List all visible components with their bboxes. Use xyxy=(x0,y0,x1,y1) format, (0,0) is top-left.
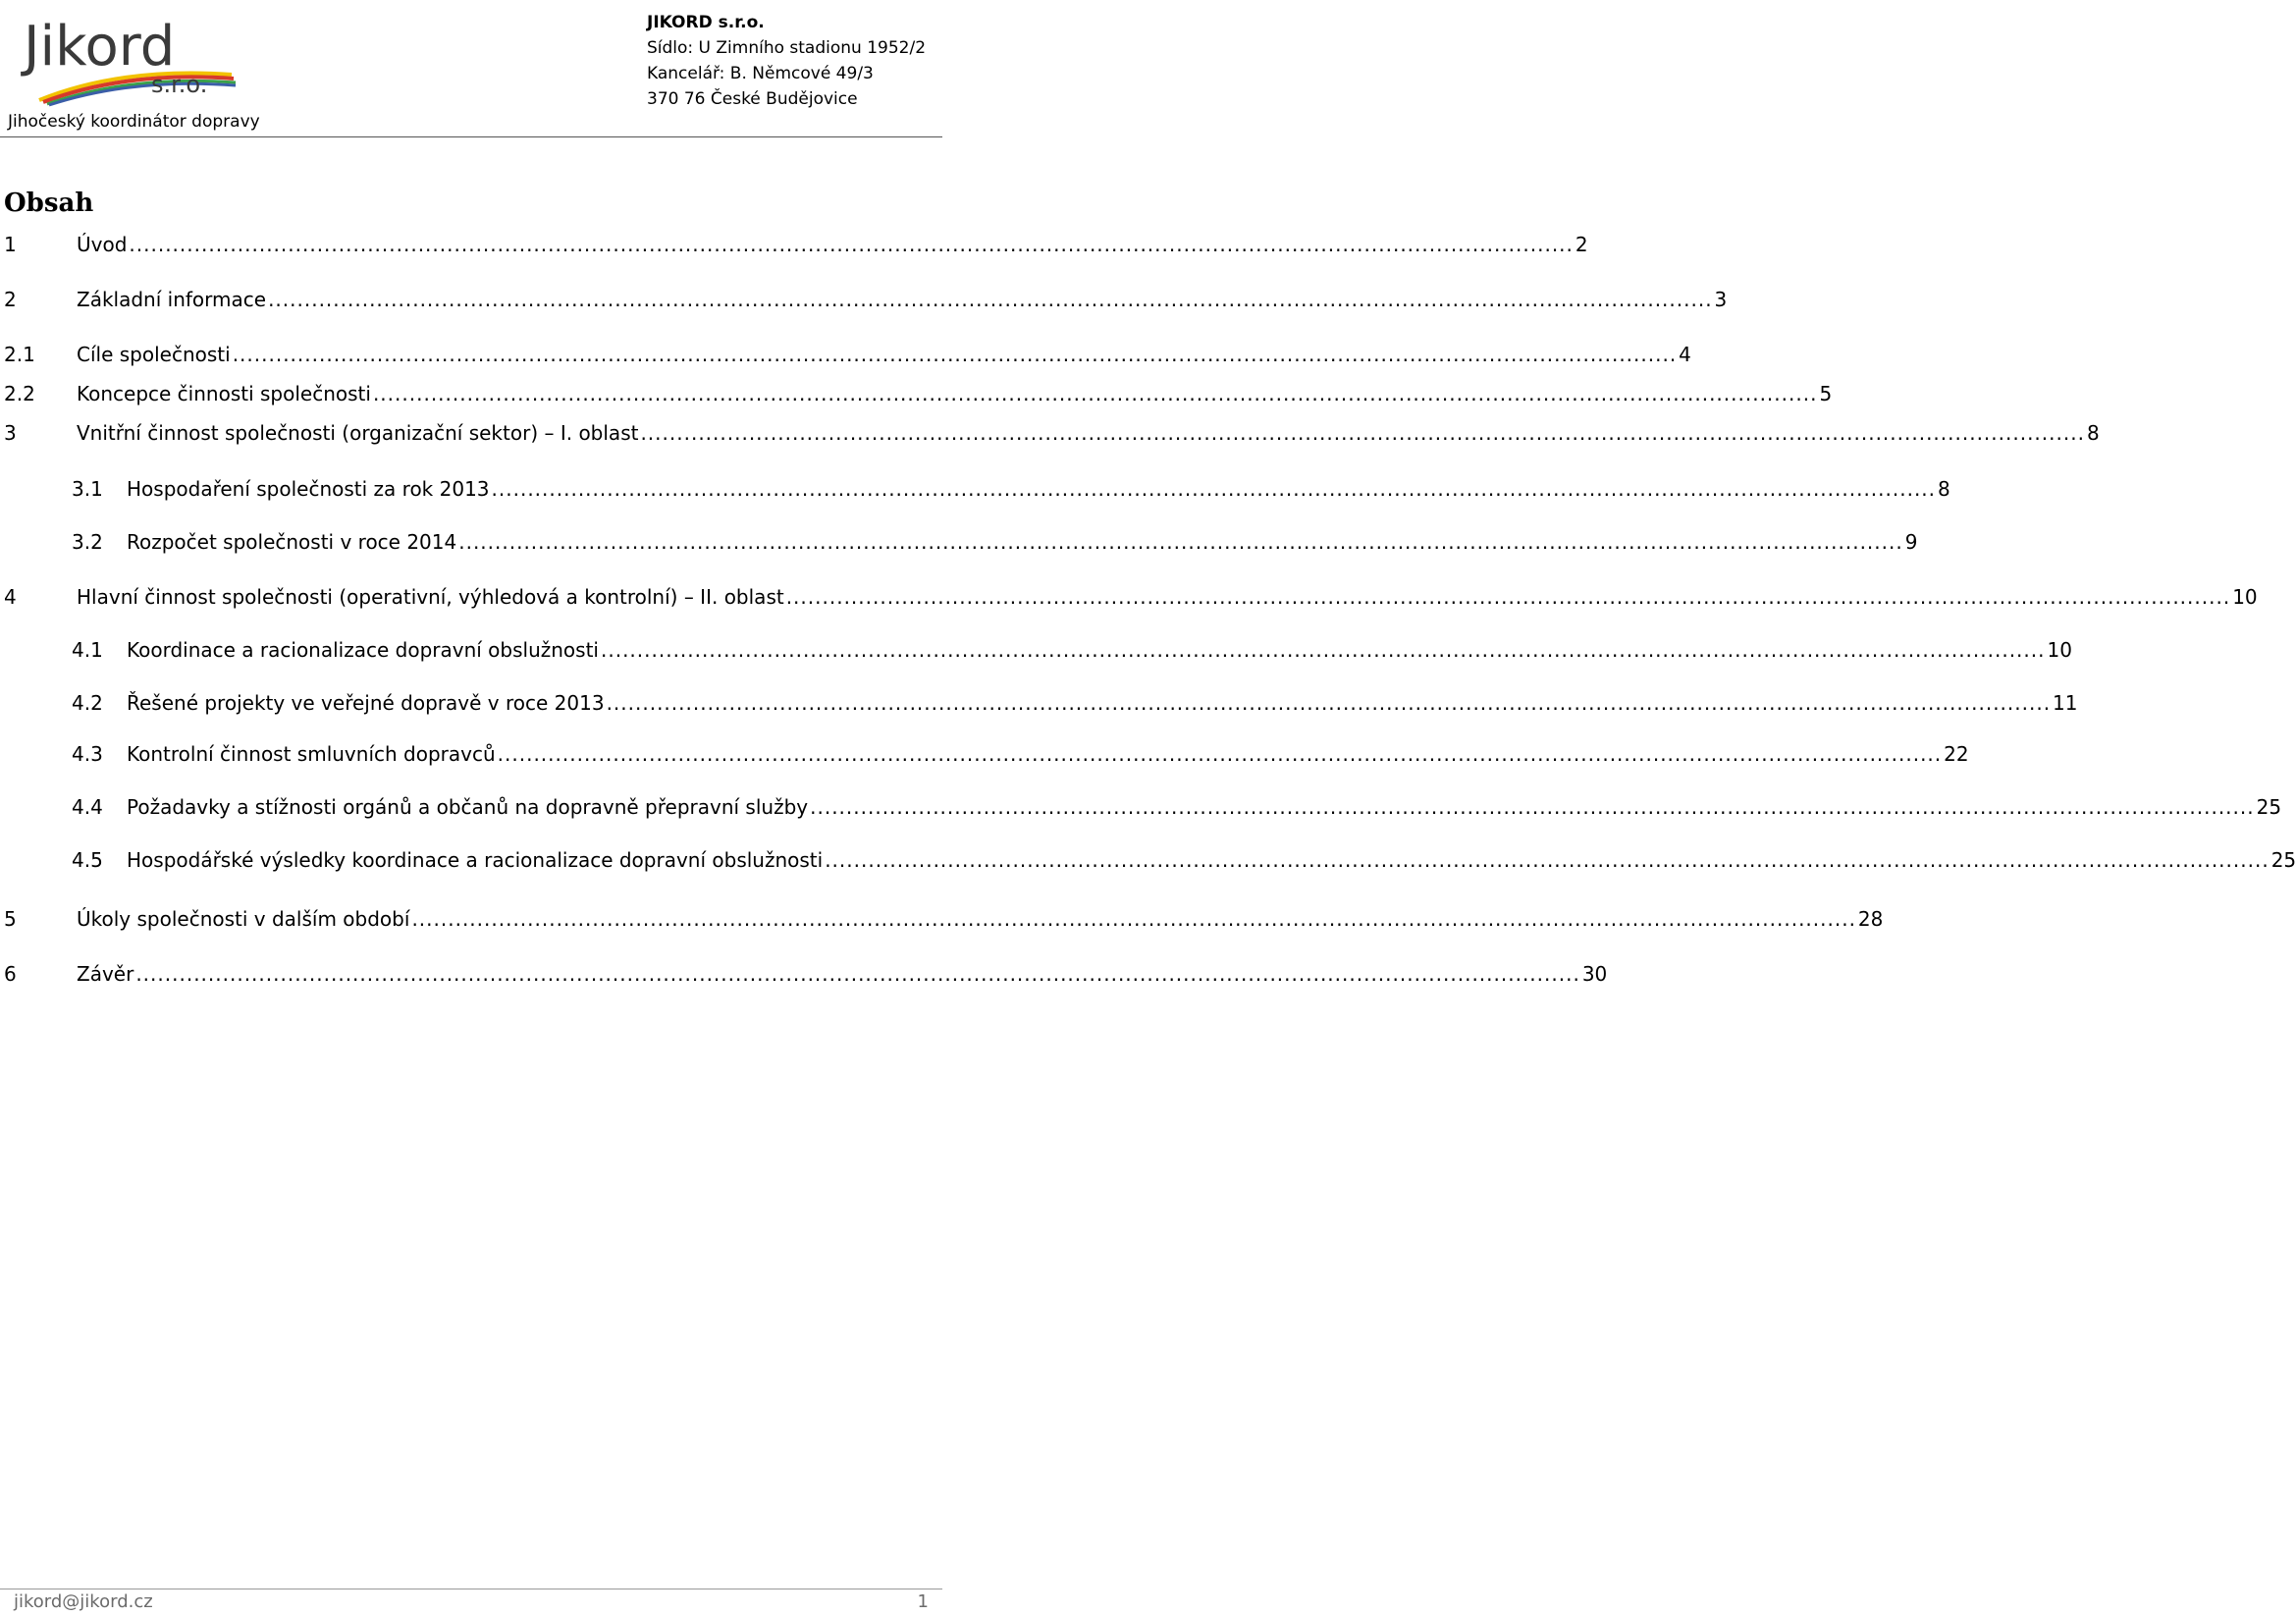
header-divider xyxy=(0,136,942,137)
company-tagline: Jihočeský koordinátor dopravy xyxy=(8,112,260,132)
toc-entry-page: 10 xyxy=(2232,585,2258,609)
toc-dot-leader: ........................................................................................................................................................................................................ xyxy=(129,233,1574,256)
toc-entry-line xyxy=(127,688,2078,718)
toc-dot-leader: ........................................................................................................................................................................................................ xyxy=(491,477,1937,501)
toc-entry-page: 8 xyxy=(2086,421,2100,445)
toc-entry-line xyxy=(127,792,2282,822)
toc-entry[interactable] xyxy=(0,959,1608,989)
toc-dot-leader: ........................................................................................................................................................................................................ xyxy=(372,382,1818,405)
toc-entry-page: 8 xyxy=(1938,477,1950,501)
toc-dot-leader: ........................................................................................................................................................................................................ xyxy=(135,962,1580,986)
toc-entry[interactable] xyxy=(0,379,1833,408)
toc-entry-line xyxy=(127,845,2296,875)
toc-dot-leader: ........................................................................................................................................................................................................ xyxy=(497,742,1943,766)
toc-entry-page: 22 xyxy=(1944,742,1969,766)
toc-entry-title: Cíle společnosti xyxy=(77,343,231,366)
toc-entry-page: 9 xyxy=(1904,530,1918,554)
logo-wordmark: Jikord xyxy=(24,15,176,79)
toc-dot-leader: ........................................................................................................................................................................................................ xyxy=(606,691,2052,715)
toc-dot-leader: ........................................................................................................................................................................................................ xyxy=(232,343,1678,366)
toc-entry-title: Kontrolní činnost smluvních dopravců xyxy=(127,742,496,766)
toc-entry-number: 4.3 xyxy=(72,742,103,766)
footer-email: jikord@jikord.cz xyxy=(14,1591,153,1612)
toc-entry-line xyxy=(77,418,2100,448)
toc-entry-line xyxy=(77,230,1588,259)
toc-entry[interactable] xyxy=(0,739,1969,769)
toc-entry-title: Hospodaření společnosti za rok 2013 xyxy=(127,477,490,501)
toc-entry-line xyxy=(77,340,1691,369)
jikord-logo xyxy=(14,10,249,106)
toc-entry-title: Rozpočet společnosti v roce 2014 xyxy=(127,530,457,554)
logo-graphic xyxy=(14,10,249,106)
page-header xyxy=(0,0,942,138)
toc-entry-page: 28 xyxy=(1857,907,1884,931)
toc-entry-title: Závěr xyxy=(77,962,134,986)
toc-entry-number: 3.2 xyxy=(72,530,103,554)
footer-page-number: 1 xyxy=(917,1591,929,1612)
toc-entry-line xyxy=(127,635,2072,665)
toc-entry[interactable] xyxy=(0,340,1691,369)
toc-entry-number: 2 xyxy=(4,288,17,311)
toc-dot-leader: ........................................................................................................................................................................................................ xyxy=(458,530,1903,554)
toc-entry-title: Hlavní činnost společnosti (operativní, výhledová a kontrolní) – II. oblast xyxy=(77,585,784,609)
toc-entry[interactable] xyxy=(0,418,2100,448)
toc-entry[interactable] xyxy=(0,792,2282,822)
toc-entry-page: 30 xyxy=(1581,962,1608,986)
toc-dot-leader: ........................................................................................................................................................................................................ xyxy=(785,585,2231,609)
toc-entry[interactable] xyxy=(0,635,2072,665)
toc-entry-title: Vnitřní činnost společnosti (organizační sektor) – I. oblast xyxy=(77,421,639,445)
toc-entry-number: 4 xyxy=(4,585,17,609)
toc-dot-leader: ........................................................................................................................................................................................................ xyxy=(601,638,2046,662)
toc-entry[interactable] xyxy=(0,474,1950,504)
toc-dot-leader: ........................................................................................................................................................................................................ xyxy=(411,907,1856,931)
toc-entry-number: 3 xyxy=(4,421,17,445)
toc-entry-page: 25 xyxy=(2270,848,2296,872)
toc-entry-number: 1 xyxy=(4,233,17,256)
toc-entry-page: 10 xyxy=(2047,638,2072,662)
toc-entry-line xyxy=(77,959,1608,989)
toc-entry-title: Požadavky a stížnosti orgánů a občanů na dopravně přepravní služby xyxy=(127,795,809,819)
toc-entry-number: 6 xyxy=(4,962,17,986)
toc-entry-line xyxy=(77,285,1728,314)
toc-entry-number: 4.5 xyxy=(72,848,103,872)
toc-dot-leader: ........................................................................................................................................................................................................ xyxy=(825,848,2269,872)
toc-entry-number: 3.1 xyxy=(72,477,103,501)
toc-entry[interactable] xyxy=(0,230,1588,259)
toc-entry-number: 5 xyxy=(4,907,17,931)
toc-entry-title: Řešené projekty ve veřejné dopravě v roce 2013 xyxy=(127,691,605,715)
toc-entry[interactable] xyxy=(0,285,1728,314)
address-line: 370 76 České Budějovice xyxy=(647,89,858,109)
address-line: Kancelář: B. Němcové 49/3 xyxy=(647,64,874,83)
toc-entry-page: 3 xyxy=(1714,288,1728,311)
company-address-block xyxy=(647,10,926,112)
toc-entry[interactable] xyxy=(0,688,2078,718)
toc-entry[interactable] xyxy=(0,582,2258,612)
toc-entry-number: 4.2 xyxy=(72,691,103,715)
toc-entry-line xyxy=(77,582,2258,612)
toc-entry-title: Koncepce činnosti společnosti xyxy=(77,382,371,405)
toc-entry-page: 2 xyxy=(1575,233,1588,256)
toc-entry-title: Koordinace a racionalizace dopravní obslužnosti xyxy=(127,638,599,662)
toc-entry-title: Úkoly společnosti v dalším období xyxy=(77,907,410,931)
toc-dot-leader: ........................................................................................................................................................................................................ xyxy=(810,795,2255,819)
toc-entry-page: 11 xyxy=(2053,691,2078,715)
toc-dot-leader: ........................................................................................................................................................................................................ xyxy=(268,288,1713,311)
toc-dot-leader: ........................................................................................................................................................................................................ xyxy=(640,421,2085,445)
toc-entry-title: Základní informace xyxy=(77,288,267,311)
toc-entry-page: 4 xyxy=(1679,343,1691,366)
toc-entry[interactable] xyxy=(0,527,1918,557)
toc-entry-number: 4.1 xyxy=(72,638,103,662)
toc-entry-number: 2.2 xyxy=(4,382,35,405)
toc-entry-line xyxy=(77,904,1884,934)
toc-entry-line xyxy=(127,527,1918,557)
toc-entry-page: 5 xyxy=(1819,382,1833,405)
toc-entry[interactable] xyxy=(0,845,2296,875)
toc-entry-title: Hospodářské výsledky koordinace a racionalizace dopravní obslužnosti xyxy=(127,848,824,872)
toc-title: Obsah xyxy=(4,189,94,218)
address-line: Sídlo: U Zimního stadionu 1952/2 xyxy=(647,38,927,58)
toc-entry-title: Úvod xyxy=(77,233,128,256)
toc-entry[interactable] xyxy=(0,904,1884,934)
toc-entry-page: 25 xyxy=(2256,795,2282,819)
toc-entry-number: 4.4 xyxy=(72,795,103,819)
company-name: JIKORD s.r.o. xyxy=(647,13,765,32)
toc-entry-line xyxy=(77,379,1833,408)
toc-entry-line xyxy=(127,474,1950,504)
logo-subtext: s.r.o. xyxy=(151,71,208,98)
toc-entry-line xyxy=(127,739,1969,769)
toc-entry-number: 2.1 xyxy=(4,343,35,366)
